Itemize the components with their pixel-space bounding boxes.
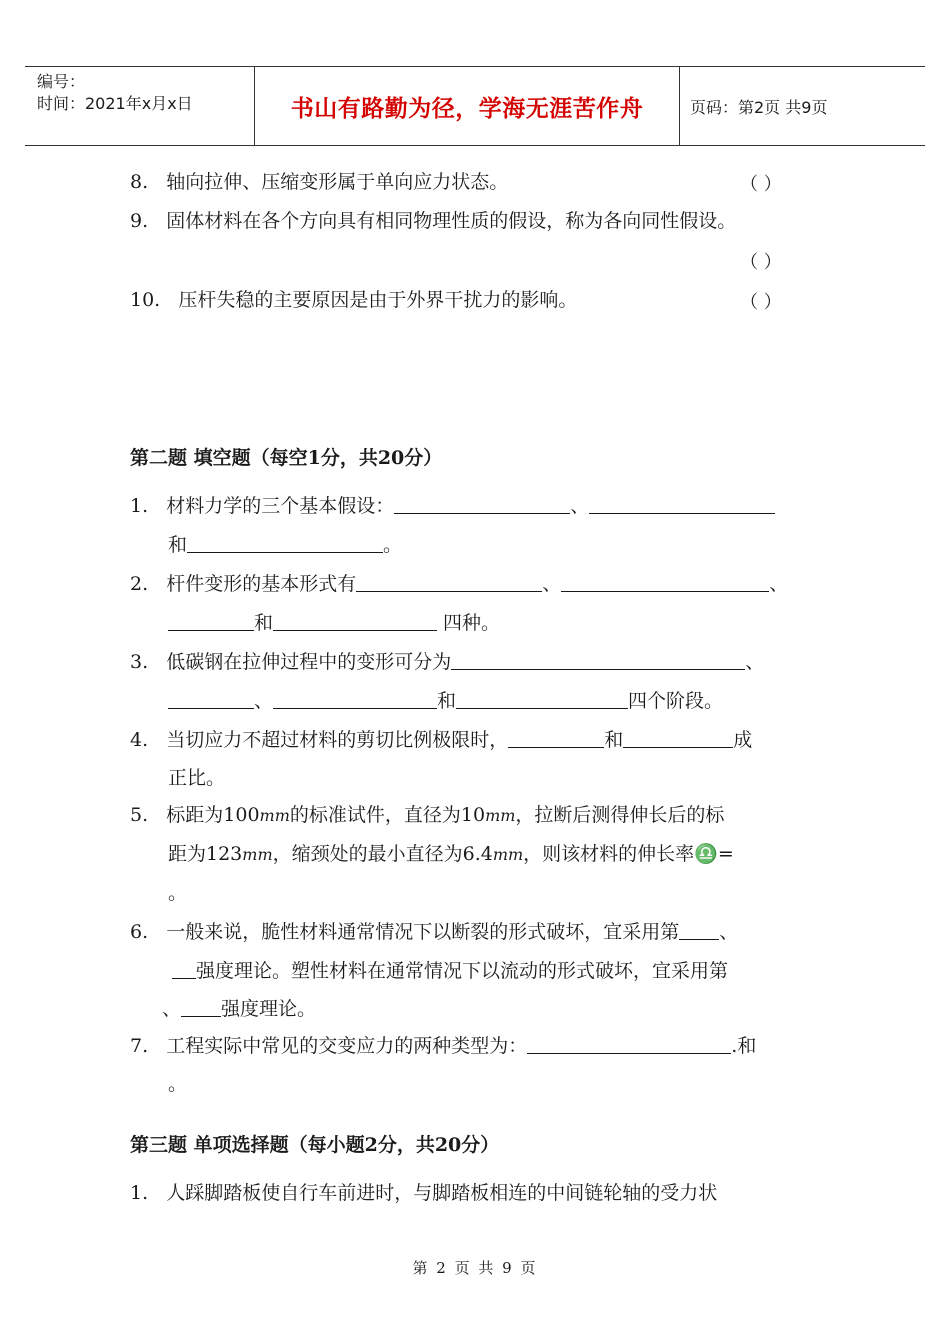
- header-motto: 书山有路勤为径，学海无涯苦作舟: [255, 67, 680, 145]
- fill-q5-text-c: ，拉断后测得伸长后的标: [515, 804, 725, 826]
- fill-q1-line1: [130, 493, 775, 518]
- time-label: 时间：2021年x月x日: [37, 94, 193, 113]
- fill-blank[interactable]: [451, 649, 745, 670]
- section-3-title: 第三题 单项选择题（每小题2分，共20分）: [130, 1134, 500, 1156]
- fill-q5-end: 。: [168, 882, 188, 904]
- page-header: [25, 66, 925, 146]
- fill-q3-line1: [130, 649, 764, 674]
- fill-q6-line1: [130, 919, 738, 944]
- choice-q1-text: 人踩脚踏板使自行车前进时，与脚踏板相连的中间链轮轴的受力状: [166, 1182, 718, 1204]
- fill-q4-text: 当切应力不超过材料的剪切比例极限时，: [166, 729, 509, 751]
- fill-q1-text: 材料力学的三个基本假设：: [166, 495, 395, 517]
- q9-answer-paren: （ ）: [740, 252, 782, 273]
- fill-q6-text-e: 强度理论。: [221, 998, 317, 1020]
- fill-q2-line2: [168, 610, 500, 635]
- choice-q1-number: 1.: [130, 1182, 149, 1204]
- fill-q1-end: 。: [383, 534, 403, 556]
- fill-blank[interactable]: [168, 610, 254, 631]
- fill-q2-line1: [130, 571, 788, 596]
- q10-text: 压杆失稳的主要原因是由于外界干扰力的影响。: [178, 289, 578, 311]
- fill-q4-number: 4.: [130, 729, 149, 751]
- fill-q5-line3: [168, 881, 187, 905]
- fill-blank[interactable]: [273, 688, 437, 709]
- fill-blank[interactable]: [527, 1033, 731, 1054]
- fill-q2-sep: 、: [542, 573, 562, 595]
- fill-q3-sep2: 、: [254, 690, 274, 712]
- fill-q5-text-f: ，则该材料的伸长率: [523, 843, 695, 865]
- fill-q4-line2: [168, 766, 225, 790]
- fill-q3-and: 和: [437, 690, 457, 712]
- fill-q7-line1: [130, 1033, 756, 1058]
- fill-blank[interactable]: [273, 610, 437, 631]
- unit-mm: mm: [485, 806, 516, 825]
- fill-blank[interactable]: [187, 532, 383, 553]
- fill-q5-number: 5.: [130, 804, 149, 826]
- fill-q1-sep: 、: [570, 495, 590, 517]
- fill-q6-sep2: 、: [162, 998, 182, 1020]
- fill-blank[interactable]: [181, 996, 221, 1017]
- fill-q1-and: 和: [168, 534, 188, 556]
- fill-q2-and: 和: [254, 612, 274, 634]
- fill-q7-end: 。: [168, 1073, 188, 1095]
- fill-q4-end: 正比。: [168, 767, 226, 789]
- fill-q4-line1: [130, 727, 752, 752]
- q8-line: [130, 170, 508, 194]
- fill-q6-text-c: 强度理论。塑性材料在通常情况下以流动的形式破坏，宜采用第: [196, 960, 729, 982]
- fill-q5-text-a: 标距为100: [166, 804, 260, 826]
- header-page-label: 页码：第2页 共9页: [690, 97, 828, 117]
- fill-q6-sep: 、: [719, 921, 739, 943]
- q9-number: 9.: [130, 210, 149, 232]
- fill-q7-and: .和: [731, 1035, 757, 1057]
- elongation-symbol-icon: ♎: [694, 843, 718, 865]
- fill-blank[interactable]: [168, 688, 254, 709]
- fill-blank[interactable]: [679, 919, 719, 940]
- fill-q3-sep: 、: [745, 651, 765, 673]
- header-meta: [25, 67, 255, 145]
- fill-q3-line2: [168, 688, 723, 713]
- fill-blank[interactable]: [356, 571, 542, 592]
- fill-q5-text-b: 的标准试件，直径为10: [289, 804, 486, 826]
- q10-number: 10.: [130, 289, 161, 311]
- fill-q2-text: 杆件变形的基本形式有: [166, 573, 357, 595]
- q8-text: 轴向拉伸、压缩变形属于单向应力状态。: [166, 171, 509, 193]
- unit-mm: mm: [492, 845, 524, 864]
- fill-q7-number: 7.: [130, 1035, 149, 1057]
- fill-blank[interactable]: [623, 727, 733, 748]
- fill-q3-text: 低碳钢在拉伸过程中的变形可分为: [166, 651, 452, 673]
- fill-blank[interactable]: [172, 958, 196, 979]
- fill-q6-line2: [172, 958, 728, 983]
- fill-blank[interactable]: [589, 493, 775, 514]
- fill-q6-number: 6.: [130, 921, 149, 943]
- q10-answer-paren: （ ）: [740, 292, 782, 313]
- fill-q4-and: 和: [604, 729, 624, 751]
- fill-q5-line2: [168, 842, 734, 867]
- fill-q2-sep2: 、: [769, 573, 789, 595]
- q8-answer-paren: （ ）: [740, 174, 782, 195]
- fill-q5-line1: [130, 803, 724, 828]
- q10-line: [130, 288, 577, 312]
- fill-q2-number: 2.: [130, 573, 149, 595]
- section-2-title: 第二题 填空题（每空1分，共20分）: [130, 447, 443, 469]
- fill-q6-text-a: 一般来说，脆性材料通常情况下以断裂的形式破坏，宜采用第: [166, 921, 680, 943]
- fill-q7-line2: [168, 1072, 187, 1096]
- fill-q3-end: 四个阶段。: [628, 690, 724, 712]
- fill-q4-cheng: 成: [733, 729, 753, 751]
- fill-q3-number: 3.: [130, 651, 149, 673]
- unit-mm: mm: [242, 845, 273, 864]
- fill-blank[interactable]: [561, 571, 769, 592]
- fill-blank[interactable]: [394, 493, 570, 514]
- fill-q1-line2: [168, 532, 402, 557]
- fill-blank[interactable]: [508, 727, 604, 748]
- fill-blank[interactable]: [456, 688, 628, 709]
- choice-q1-line: [130, 1181, 717, 1205]
- fill-q5-text-e: ，缩颈处的最小直径为6.4: [272, 843, 493, 865]
- unit-mm: mm: [259, 806, 290, 825]
- q8-number: 8.: [130, 171, 149, 193]
- fill-q7-text: 工程实际中常见的交变应力的两种类型为：: [166, 1035, 528, 1057]
- q9-text: 固体材料在各个方向具有相同物理性质的假设，称为各向同性假设。: [166, 210, 737, 232]
- fill-q5-equals: =: [717, 843, 734, 865]
- fill-q5-text-d: 距为123: [168, 843, 243, 865]
- page-footer: 第 2 页 共 9 页: [412, 1259, 538, 1277]
- fill-q6-line3: [162, 996, 316, 1021]
- q9-line: [130, 209, 736, 233]
- fill-q2-end: 四种。: [437, 612, 501, 634]
- fill-q1-number: 1.: [130, 495, 149, 517]
- number-label: 编号：: [37, 72, 86, 91]
